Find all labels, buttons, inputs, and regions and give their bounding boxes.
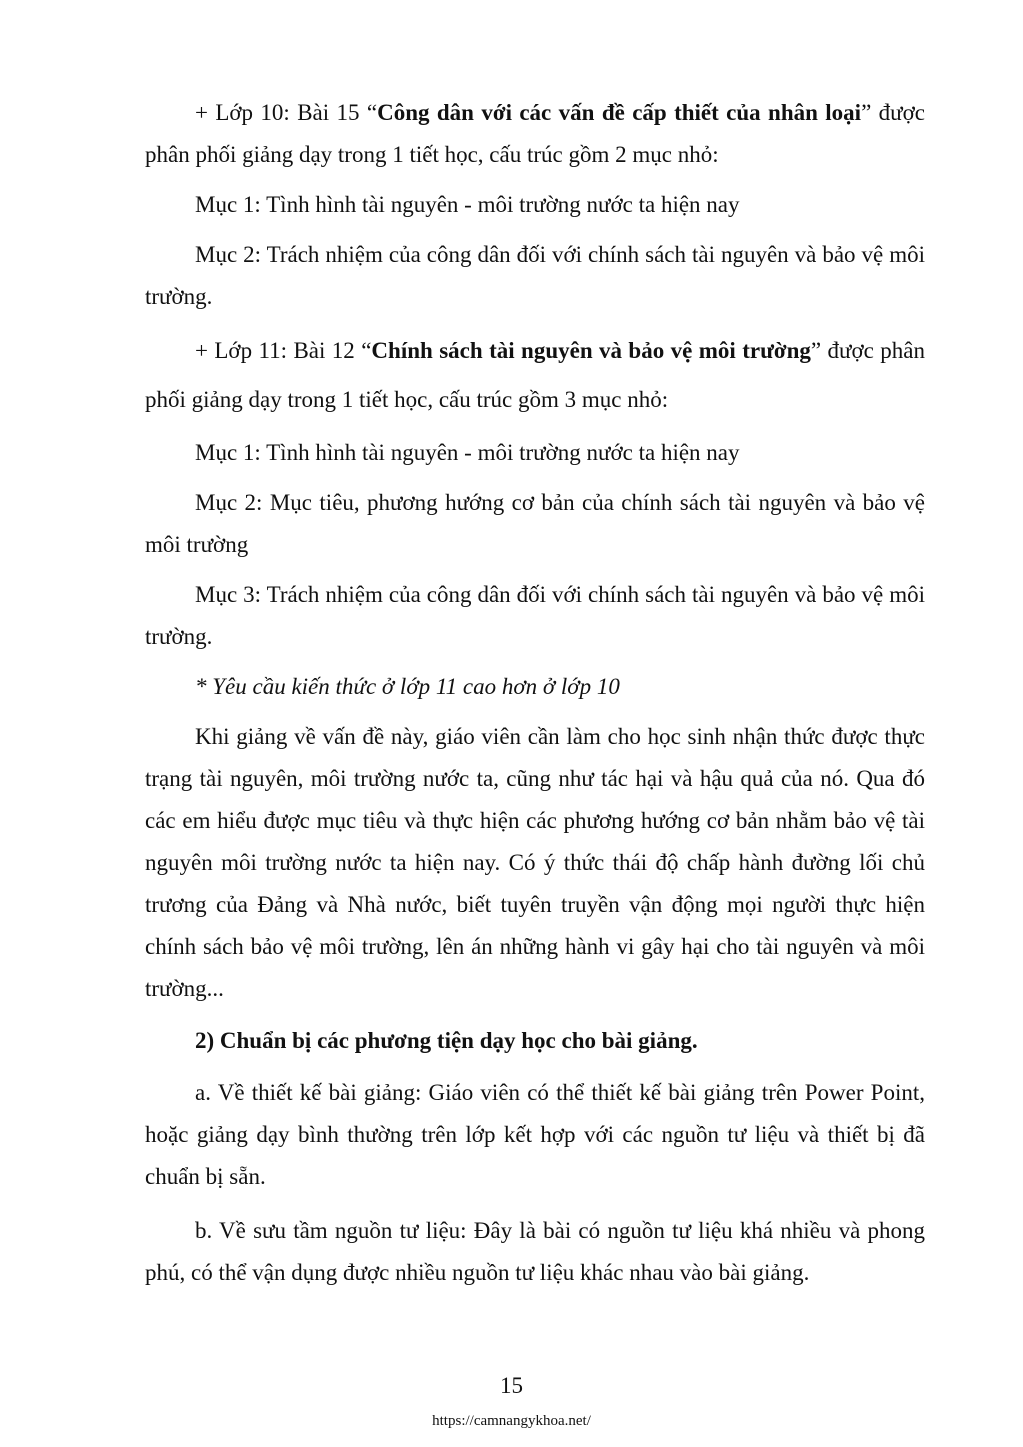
section-heading [145,1020,925,1062]
paragraph-item2: Mục 2: Trách nhiệm của công dân đối với chính sách tài nguyên và bảo vệ môi trường. [145,242,925,309]
text-run: + Lớp 10: Bài 15 “ [195,100,378,125]
text-run: ” được phân phối giảng dạy trong 1 tiết học, cấu trúc gồm 2 mục nhỏ: [145,100,925,167]
paragraph-source-materials: b. Về sưu tầm nguồn tư liệu: Đây là bài có nguồn tư liệu khá nhiều và phong phú, có thể vận dụng được nhiều nguồn tư liệu khác nhau vào bài giảng. [145,1218,925,1285]
paragraph-explanation: Khi giảng về vấn đề này, giáo viên cần làm cho học sinh nhận thức được thực trạng tài nguyên, môi trường nước ta, cũng như tác hại và hậu quả của nó. Qua đó các em hiểu được mục tiêu và thực hiện các phương hướng cơ bản nhằm bảo vệ tài nguyên môi trường nước ta hiện nay. Có ý thức thái độ chấp hành đường lối chủ trương của Đảng và Nhà nước, biết tuyên truyền vận động mọi người thực hiện chính sách bảo vệ môi trường, lên án những hành vi gây hại cho tài nguyên và môi trường... [145,724,925,1001]
lesson-title-bold: Chính sách tài nguyên và bảo vệ môi trường [371,338,811,363]
document-body [145,92,925,1294]
text-run: + Lớp 11: Bài 12 “ [195,338,372,363]
lesson-title-bold: Công dân với các vấn đề cấp thiết của nhân loại [377,100,862,125]
section-heading-text: 2) Chuẩn bị các phương tiện dạy học cho bài giảng. [195,1028,698,1053]
paragraph-item3-grade11: Mục 3: Trách nhiệm của công dân đối với chính sách tài nguyên và bảo vệ môi trường. [145,582,925,649]
italic-note: * Yêu cầu kiến thức ở lớp 11 cao hơn ở lớp 10 [195,674,620,699]
paragraph-grade10-lesson15 [145,92,925,176]
paragraph-item1-grade11: Mục 1: Tình hình tài nguyên - môi trường nước ta hiện nay [195,440,740,465]
paragraph-grade11-lesson12 [145,326,925,424]
paragraph-lesson-design: a. Về thiết kế bài giảng: Giáo viên có thể thiết kế bài giảng trên Power Point, hoặc giảng dạy bình thường trên lớp kết hợp với các nguồn tư liệu và thiết bị đã chuẩn bị sẵn. [145,1080,925,1189]
paragraph-item1: Mục 1: Tình hình tài nguyên - môi trường nước ta hiện nay [195,192,740,217]
footer-url: https://camnangykhoa.net/ [432,1413,591,1429]
paragraph-requirement-note [145,666,925,708]
page-number: 15 [500,1373,523,1398]
text-run: ” được phân phối giảng dạy trong 1 tiết học, cấu trúc gồm 3 mục nhỏ: [145,338,925,412]
paragraph-item2-grade11: Mục 2: Mục tiêu, phương hướng cơ bản của chính sách tài nguyên và bảo vệ môi trường [145,490,925,557]
